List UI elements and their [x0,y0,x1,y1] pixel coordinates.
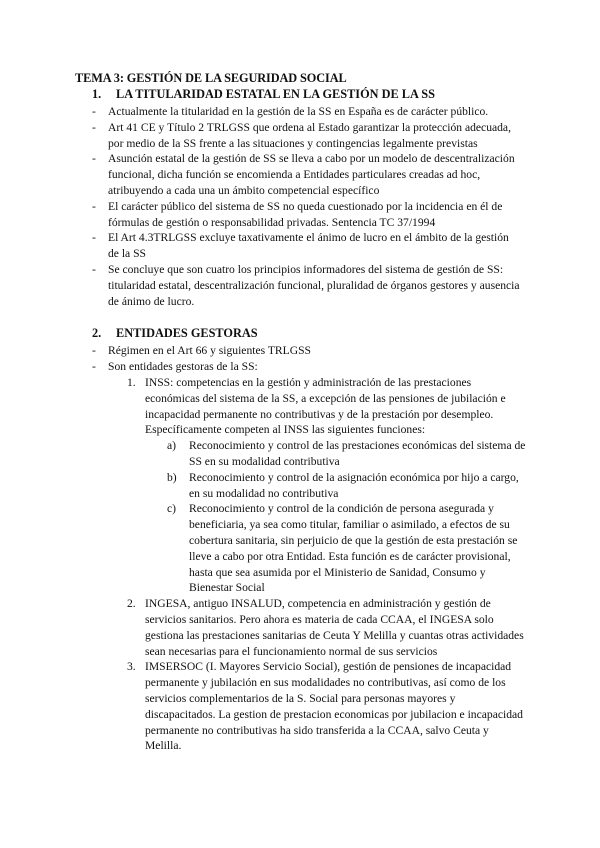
function-letter: c) [167,502,177,516]
inss-functions-list [145,438,527,596]
section-title: ENTIDADES GESTORAS [116,326,258,340]
entity-number: 3. [127,660,136,674]
entity-item-ingesa [127,596,527,659]
function-letter: a) [167,439,177,453]
function-item [167,501,527,596]
bullet-text: El carácter público del sistema de SS no queda cuestionado por la incidencia en él de fórmulas de gestión o responsabilidad privadas. Sentencia TC 37/1994 [108,199,503,229]
section-1-bullets [92,104,522,309]
function-text: Reconocimiento y control de la condición de persona asegurada y beneficiaria, ya sea como titular, familiar o asimilado, a efectos de su cobertura sanitaria, sin perjuicio de que la gestión de esta prestación se lleve a cabo por otra Entidad. Esta función es de carácter provisional, hasta que sea asumida por el Ministerio de Sanidad, Consumo y Bienestar Social [189,502,518,595]
bullet-text: Son entidades gestoras de la SS: [108,359,258,373]
bullet-item: - Art 41 CE y Título 2 TRLGSS que ordena al Estado garantizar la protección adecuada, por medio de la SS frente a las situaciones y contingencias legalmente previstas [92,120,511,150]
entity-number: 1. [127,376,136,389]
section-2-bullets [92,343,522,375]
entity-number: 2. [127,597,136,611]
section-number: 2. [92,326,102,340]
entity-text: INSS: competencias en la gestión y administración de las prestaciones económicas del sistema de la SS, a excepción de las pensiones de jubilación e incapacidad permanente no contributivas y de la prestación por desempleo. Específicamente competen al INSS las siguientes funciones: [145,376,506,437]
bullet-text: Se concluye que son cuatro los principios informadores del sistema de gestión de SS: titularidad estatal, descentralización funcional, pluralidad de órganos gestores y ausencia de ánimo de lucro. [108,262,520,308]
bullet-item: - Asunción estatal de la gestión de SS se lleva a cabo por un modelo de descentralización funcional, dicha función se encomienda a Entidades particulares creadas ad hoc, atribuyendo a cada una un ámbito competencial específico [92,152,515,197]
bullet-item: - El carácter público del sistema de SS no queda cuestionado por la incidencia en él de fórmulas de gestión o responsabilidad privadas. Sentencia TC 37/1994 [92,199,503,229]
bullet-item: - El Art 4.3TRLGSS excluye taxativamente el ánimo de lucro en el ámbito de la gestión de la SS [92,231,509,261]
bullet-item: - Actualmente la titularidad en la gestión de la SS en España es de carácter público. [92,105,489,118]
document-title: TEMA 3: GESTIÓN DE LA SEGURIDAD SOCIAL [75,71,347,85]
entity-item-inss [127,375,527,596]
entity-text: INGESA, antiguo INSALUD, competencia en administración y gestión de servicios sanitarios. Pero ahora es materia de cada CCAA, el INGESA solo gestiona las prestaciones sanitarias de Ceuta Y Melilla y cuantas otras actividades sean necesarias para el funcionamiento normal de sus servicios [145,597,524,658]
entities-list [127,375,527,754]
bullet-text: Régimen en el Art 66 y siguientes TRLGSS [108,344,311,357]
function-item [167,470,527,502]
function-letter: b) [167,470,177,484]
function-text: Reconocimiento y control de las prestaciones económicas del sistema de SS en su modalidad contributiva [189,439,526,468]
bullet-text: Asunción estatal de la gestión de SS se lleva a cabo por un modelo de descentralización funcional, dicha función se encomienda a Entidades particulares creadas ad hoc, atribuyendo a cada una un ámbito competencial específico [108,152,515,197]
bullet-item: - Régimen en el Art 66 y siguientes TRLGSS [92,344,311,357]
entity-item-imsersoc [127,659,527,754]
entity-text: IMSERSOC (I. Mayores Servicio Social), gestión de pensiones de incapacidad permanente y jubilación en sus modalidades no contributivas, así como de los servicios complementarios de la S. Social para personas mayores y discapacitados. La gestion de prestacion economicas por jubilacion e incapacidad permanente no contributivas ha sido transferida a la CCAA, salvo Ceuta y Melilla. [145,660,523,753]
section-number: 1. [92,87,102,101]
bullet-text: El Art 4.3TRLGSS excluye taxativamente el ánimo de lucro en el ámbito de la gestión de la SS [108,231,509,261]
section-title: LA TITULARIDAD ESTATAL EN LA GESTIÓN DE LA SS [116,87,435,101]
function-item [167,438,527,470]
bullet-item: - Se concluye que son cuatro los principios informadores del sistema de gestión de SS: titularidad estatal, descentralización funcional, pluralidad de órganos gestores y ausencia de ánimo de lucro. [92,262,520,308]
bullet-text: Art 41 CE y Título 2 TRLGSS que ordena al Estado garantizar la protección adecuada, por medio de la SS frente a las situaciones y contingencias legalmente previstas [108,120,511,150]
bullet-text: Actualmente la titularidad en la gestión de la SS en España es de carácter público. [108,105,489,118]
bullet-item: - Son entidades gestoras de la SS: [92,359,258,373]
function-text: Reconocimiento y control de la asignación económica por hijo a cargo, en su modalidad no contributiva [189,470,519,500]
